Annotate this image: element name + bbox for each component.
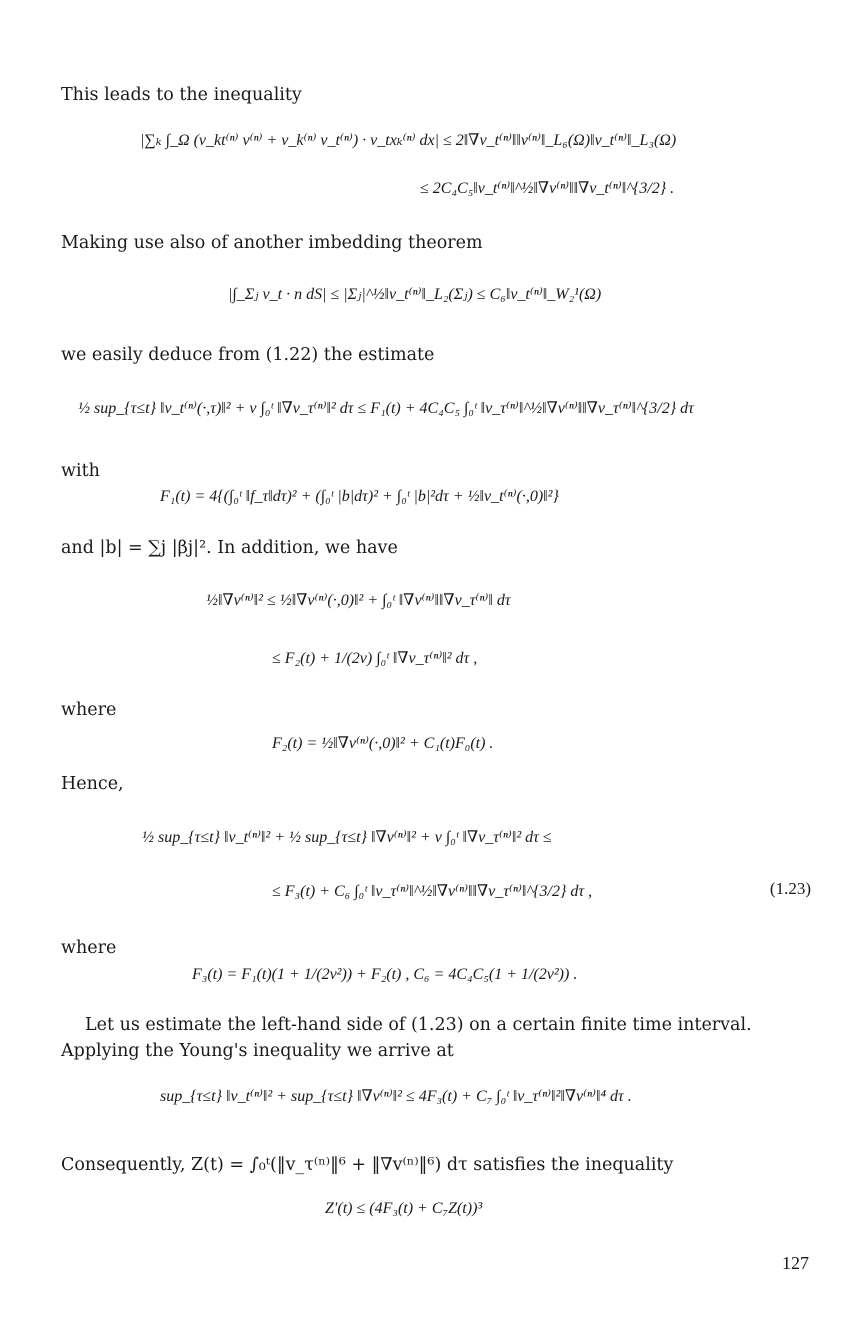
equation-4: F₁(t) = 4{(∫₀ᵗ ‖f_τ‖dτ)² + (∫₀ᵗ |b|dτ)² + ∫₀ᵗ |b|²dτ + ½‖v_t⁽ⁿ⁾(·,0)‖²} bbox=[160, 488, 559, 505]
equation-5-line-1: ½‖∇v⁽ⁿ⁾‖² ≤ ½‖∇v⁽ⁿ⁾(·,0)‖² + ∫₀ᵗ ‖∇v⁽ⁿ⁾‖‖∇v_τ⁽ⁿ⁾‖ dτ bbox=[206, 592, 511, 609]
paragraph-deduce: we easily deduce from (1.22) the estimate bbox=[61, 345, 435, 365]
equation-7-line-2: ≤ F₃(t) + C₆ ∫₀ᵗ ‖v_τ⁽ⁿ⁾‖^½‖∇v⁽ⁿ⁾‖‖∇v_τ⁽ⁿ⁾‖^{3/2} dτ , bbox=[272, 883, 593, 900]
paragraph-where-1: where bbox=[61, 700, 117, 720]
paragraph-where-2: where bbox=[61, 938, 117, 958]
paragraph-with: with bbox=[61, 461, 100, 481]
page-number: 127 bbox=[782, 1253, 809, 1273]
equation-6: F₂(t) = ½‖∇v⁽ⁿ⁾(·,0)‖² + C₁(t)F₀(t) . bbox=[272, 735, 494, 752]
equation-10: Z′(t) ≤ (4F₃(t) + C₇Z(t))³ bbox=[325, 1200, 483, 1217]
paragraph-hence: Hence, bbox=[61, 774, 124, 794]
paragraph-addition: and |b| = ∑j |βj|². In addition, we have bbox=[61, 538, 398, 558]
equation-2: |∫_Σⱼ v_t · n dS| ≤ |Σⱼ|^½‖v_t⁽ⁿ⁾‖_L₂(Σⱼ) ≤ C₆‖v_t⁽ⁿ⁾‖_W₂¹(Ω) bbox=[228, 286, 602, 303]
equation-8: F₃(t) = F₁(t)(1 + 1/(2ν²)) + F₂(t) , C₆ = 4C₄C₅(1 + 1/(2ν²)) . bbox=[192, 966, 578, 983]
equation-number: (1.23) bbox=[769, 879, 811, 898]
paragraph-consequently: Consequently, Z(t) = ∫₀ᵗ(‖v_τ⁽ⁿ⁾‖⁶ + ‖∇v⁽ⁿ⁾‖⁶) dτ satisfies the inequality bbox=[61, 1155, 674, 1175]
equation-5-line-2: ≤ F₂(t) + 1/(2ν) ∫₀ᵗ ‖∇v_τ⁽ⁿ⁾‖² dτ , bbox=[272, 650, 478, 667]
equation-3: ½ sup_{τ≤t} ‖v_t⁽ⁿ⁾(·,τ)‖² + ν ∫₀ᵗ ‖∇v_τ⁽ⁿ⁾‖² dτ ≤ F₁(t) + 4C₄C₅ ∫₀ᵗ ‖v_τ⁽ⁿ⁾‖^½‖∇v⁽ⁿ⁾‖‖∇v_τ⁽ⁿ⁾‖^{3/2} dτ bbox=[78, 400, 694, 417]
equation-9: sup_{τ≤t} ‖v_t⁽ⁿ⁾‖² + sup_{τ≤t} ‖∇v⁽ⁿ⁾‖² ≤ 4F₃(t) + C₇ ∫₀ᵗ ‖v_τ⁽ⁿ⁾‖²‖∇v⁽ⁿ⁾‖⁴ dτ . bbox=[160, 1088, 632, 1105]
paragraph-intro: This leads to the inequality bbox=[61, 85, 302, 105]
paragraph-imbedding: Making use also of another imbedding theorem bbox=[61, 233, 483, 253]
equation-7-line-1: ½ sup_{τ≤t} ‖v_t⁽ⁿ⁾‖² + ½ sup_{τ≤t} ‖∇v⁽ⁿ⁾‖² + ν ∫₀ᵗ ‖∇v_τ⁽ⁿ⁾‖² dτ ≤ bbox=[142, 829, 552, 846]
equation-1-line-2: ≤ 2C₄C₅‖v_t⁽ⁿ⁾‖^½‖∇v⁽ⁿ⁾‖‖∇v_t⁽ⁿ⁾‖^{3/2} . bbox=[420, 180, 675, 197]
equation-1-line-1: |∑ₖ ∫_Ω (v_kt⁽ⁿ⁾ v⁽ⁿ⁾ + v_k⁽ⁿ⁾ v_t⁽ⁿ⁾) · v_txₖ⁽ⁿ⁾ dx| ≤ 2‖∇v_t⁽ⁿ⁾‖‖v⁽ⁿ⁾‖_L₆(Ω)‖v_t⁽ⁿ⁾‖_L₃(Ω) bbox=[140, 132, 677, 149]
paragraph-young: Let us estimate the left-hand side of (1.23) on a certain finite time interval. Applying the Young's inequality we arrive at bbox=[61, 1015, 752, 1061]
